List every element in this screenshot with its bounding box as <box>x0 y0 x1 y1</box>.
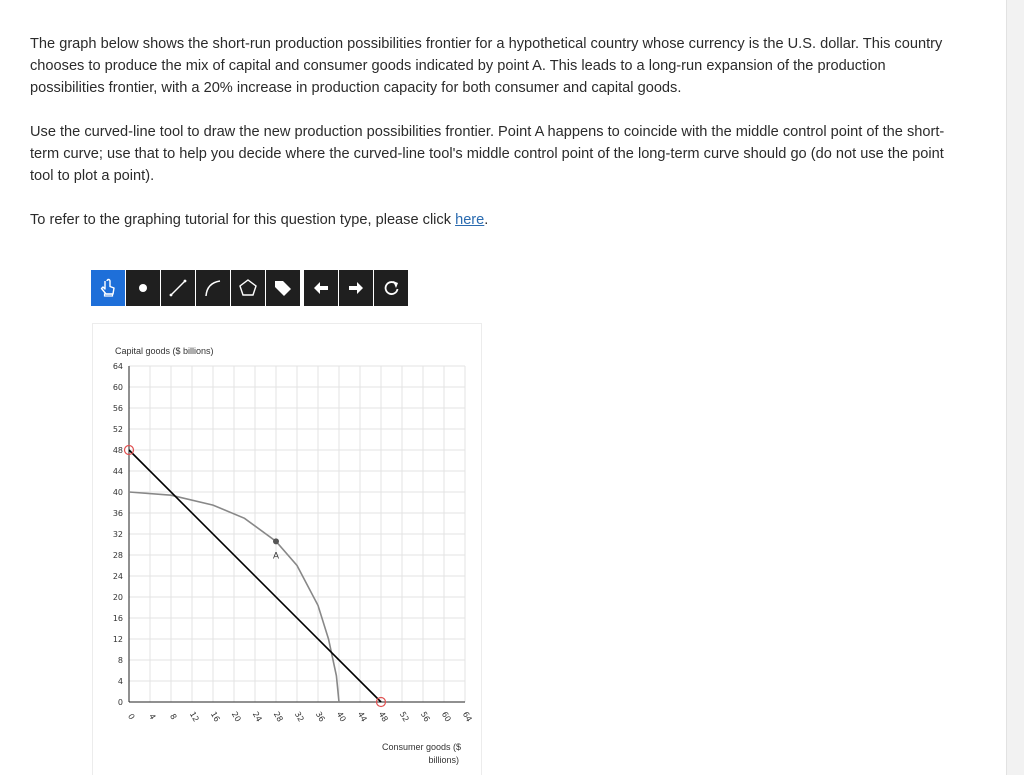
x-tick-label: 56 <box>418 710 432 724</box>
line-tool-button[interactable] <box>161 270 195 306</box>
y-axis-label: Capital goods ($ billions) <box>115 346 214 356</box>
y-tick-labels <box>113 362 123 707</box>
x-axis-label-line1: Consumer goods ($ <box>381 742 461 752</box>
question-text <box>30 33 960 253</box>
y-tick-label: 32 <box>112 530 123 539</box>
tutorial-text: To refer to the graphing tutorial for this question type, please click <box>30 212 456 228</box>
y-tick-label: 60 <box>112 383 123 392</box>
y-tick-label: 12 <box>112 635 123 644</box>
line-tool-icon <box>167 277 189 299</box>
y-tick-label: 44 <box>112 467 123 476</box>
x-tick-label: 64 <box>460 710 474 724</box>
x-tick-label: 0 <box>125 712 137 722</box>
tutorial-end: . <box>484 212 489 228</box>
point-a[interactable] <box>273 538 279 544</box>
x-tick-labels <box>126 710 474 723</box>
point-tool-button[interactable] <box>126 270 160 306</box>
x-tick-label: 48 <box>376 710 390 724</box>
pointer-hand-icon <box>97 277 119 299</box>
x-tick-label: 44 <box>355 710 369 724</box>
pointer-tool-button[interactable] <box>91 270 125 306</box>
x-tick-label: 12 <box>187 710 201 724</box>
x-tick-label: 4 <box>146 712 158 722</box>
x-tick-label: 20 <box>229 710 243 724</box>
x-tick-label: 28 <box>271 710 285 724</box>
x-tick-label: 60 <box>439 710 453 724</box>
undo-arrow-icon <box>310 277 332 299</box>
graph-toolbar <box>91 270 409 306</box>
ppf-graph[interactable] <box>93 324 483 776</box>
y-tick-label: 16 <box>112 614 123 623</box>
y-tick-label: 8 <box>117 656 123 665</box>
y-tick-label: 56 <box>112 404 123 413</box>
y-tick-label: 36 <box>112 509 123 518</box>
intro-paragraph-2: Use the curved-line tool to draw the new production possibilities frontier. Point A happens to coincide with the middle control point of the short-term curve; use that to help you decide where the curved-line tool's middle control point of the long-term curve should go (do not use the point tool to plot a point). <box>30 124 945 184</box>
polygon-tool-icon <box>237 277 259 299</box>
x-tick-label: 36 <box>313 710 327 724</box>
label-tool-button[interactable] <box>266 270 300 306</box>
polygon-tool-button[interactable] <box>231 270 265 306</box>
y-tick-label: 28 <box>112 551 123 560</box>
intro-paragraph-3 <box>30 209 960 231</box>
y-tick-label: 0 <box>117 698 123 707</box>
y-tick-label: 24 <box>112 572 123 581</box>
reset-icon <box>380 277 402 299</box>
label-tag-icon <box>272 277 294 299</box>
x-tick-label: 40 <box>334 710 348 724</box>
point-tool-icon <box>132 277 154 299</box>
redo-button[interactable] <box>339 270 373 306</box>
redo-arrow-icon <box>345 277 367 299</box>
y-tick-label: 64 <box>112 362 123 371</box>
x-axis-label-line2: billions) <box>428 755 459 765</box>
grid-layer <box>129 366 465 702</box>
curve-tool-button[interactable] <box>196 270 230 306</box>
x-tick-label: 8 <box>167 712 179 722</box>
graph-panel[interactable] <box>92 323 482 775</box>
page-scrollbar[interactable] <box>1006 0 1024 775</box>
y-tick-label: 4 <box>117 677 123 686</box>
tutorial-link[interactable]: here <box>455 212 485 228</box>
curve-tool-icon <box>202 277 224 299</box>
undo-button[interactable] <box>304 270 338 306</box>
x-tick-label: 52 <box>397 710 411 724</box>
x-tick-label: 32 <box>292 710 306 724</box>
x-tick-label: 16 <box>208 710 222 724</box>
y-tick-label: 20 <box>112 593 123 602</box>
y-tick-label: 52 <box>112 425 123 434</box>
y-tick-label: 40 <box>112 488 123 497</box>
intro-paragraph-1: The graph below shows the short-run production possibilities frontier for a hypothetical country whose currency is the U.S. dollar. This country chooses to produce the mix of capital and consumer goods indicated by point A. This leads to a long-run expansion of the production possibilities frontier, with a 20% increase in production capacity for both consumer and capital goods. <box>30 36 943 96</box>
reset-button[interactable] <box>374 270 408 306</box>
x-tick-label: 24 <box>250 710 264 724</box>
point-a-label: A <box>273 550 280 561</box>
y-tick-label: 48 <box>112 446 123 455</box>
